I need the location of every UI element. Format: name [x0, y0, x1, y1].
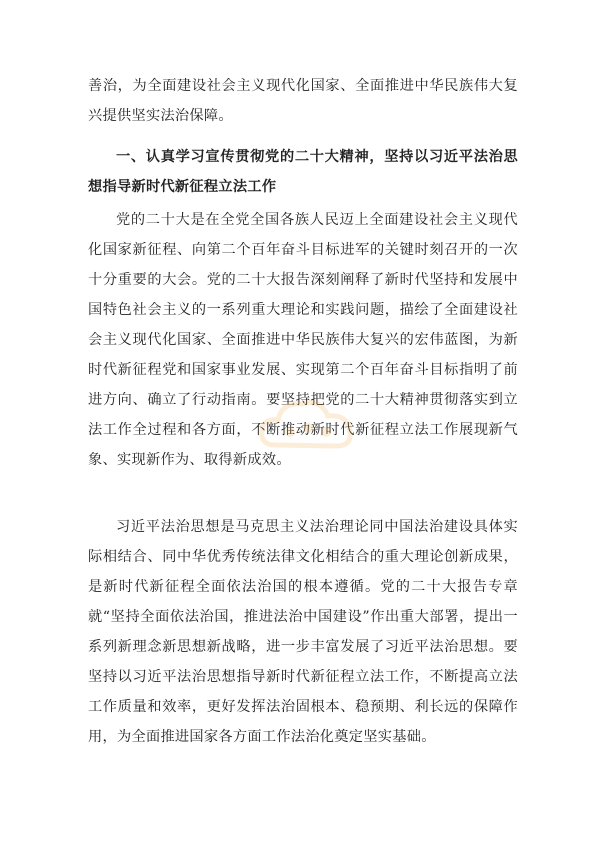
intro-paragraph: 善治，为全面建设社会主义现代化国家、全面推进中华民族伟大复兴提供坚实法治保障。: [88, 78, 518, 124]
body-paragraph-2: 习近平法治思想是马克思主义法治理论同中国法治建设具体实际相结合、同中华优秀传统法律文化相结合的重大理论创新成果，是新时代新征程全面依法治国的根本遵循。党的二十大报告专章就“坚持全面依法治国，推进法治中国建设”作出重大部署，提出一系列新理念新思想新战略，进一步丰富发展了习近平法治思想。要坚持以习近平法治思想指导新时代新征程立法工作，不断提高立法工作质量和效率，更好发挥法治固根本、稳预期、利长远的保障作用，为全面推进国家各方面工作法治化奠定坚实基础。: [88, 519, 518, 745]
body-paragraph-1: 党的二十大是在全党全国各族人民迈上全面建设社会主义现代化国家新征程、向第二个百年奋斗目标进军的关键时刻召开的一次十分重要的大会。党的二十大报告深刻阐释了新时代坚持和发展中国特色社会主义的一系列重大理论和实践问题，描绘了全面建设社会主义现代化国家、全面推进中华民族伟大复兴的宏伟蓝图，为新时代新征程党和国家事业发展、实现第二个百年奋斗目标指明了前进方向、确立了行动指南。要坚持把党的二十大精神贯彻落实到立法工作全过程和各方面，不断推动新时代新征程立法工作展现新气象、实现新作为、取得新成效。: [88, 212, 518, 468]
section-heading: 一、认真学习宣传贯彻党的二十大精神，坚持以习近平法治思想指导新时代新征程立法工作: [88, 149, 518, 195]
